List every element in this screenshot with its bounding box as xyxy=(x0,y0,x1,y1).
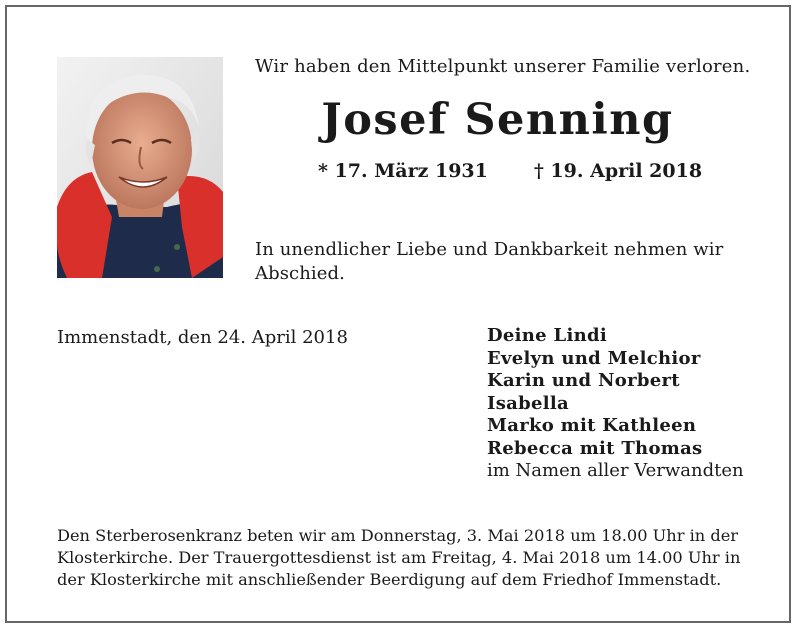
mourner-name: Marko mit Kathleen xyxy=(487,415,697,436)
mourners-note: im Namen aller Verwandten xyxy=(487,460,744,481)
farewell-text: In unendlicher Liebe und Dankbarkeit nehmen wir Abschied. xyxy=(255,239,724,284)
death-date: † 19. April 2018 xyxy=(533,160,703,182)
birth-date: * 17. März 1931 xyxy=(318,160,488,182)
mourner-name: Deine Lindi xyxy=(487,325,608,346)
place-and-date: Immenstadt, den 24. April 2018 xyxy=(57,327,348,348)
mourner-name: Karin und Norbert xyxy=(487,370,680,391)
mourner-name: Isabella xyxy=(487,392,569,414)
mourners-list xyxy=(487,325,777,483)
portrait-photo xyxy=(57,57,223,278)
portrait-illustration xyxy=(57,57,223,278)
deceased-name: Josef Senning xyxy=(321,95,674,145)
intro-text: Wir haben den Mittelpunkt unserer Familie verloren. xyxy=(255,56,751,77)
life-dates xyxy=(318,158,718,184)
mourner-name: Evelyn und Melchior xyxy=(487,347,701,369)
service-information: Den Sterberosenkranz beten wir am Donnerstag, 3. Mai 2018 um 18.00 Uhr in der Klosterkirche. Der Trauergottesdienst ist am Freitag, 4. Mai 2018 um 14.00 Uhr in der Klosterkirche mit anschließender Beerdigung auf dem Friedhof Immenstadt. xyxy=(57,526,741,589)
mourner-name: Rebecca mit Thomas xyxy=(487,437,703,459)
